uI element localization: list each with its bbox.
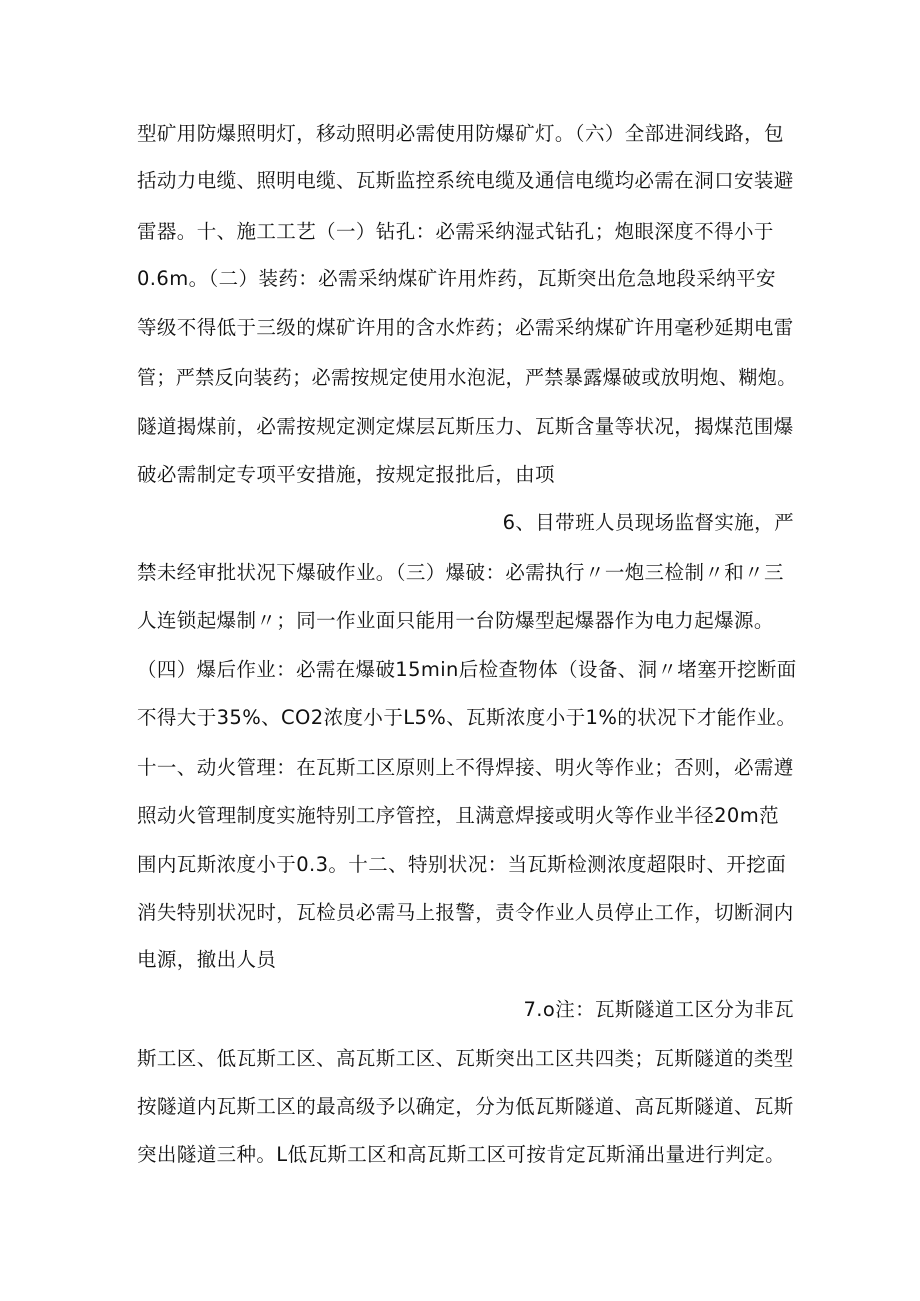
text-line: 破必需制定专项平安措施，按规定报批后，由项 <box>137 463 555 486</box>
text-line: 雷器。十、施工工艺（一）钻孔：必需采纳湿式钻孔；炮眼深度不得小于 <box>137 220 774 243</box>
text-line: 消失特别状况时，瓦检员必需马上报警，责令作业人员停止工作，切断洞内 <box>137 901 794 924</box>
text-line: 斯工区、低瓦斯工区、高瓦斯工区、瓦斯突出工区共四类；瓦斯隧道的类型 <box>137 1047 794 1070</box>
text-line: 围内瓦斯浓度小于0.3。十二、特别状况：当瓦斯检测浓度超限时、开挖面 <box>137 853 787 876</box>
text-line: 十一、动火管理：在瓦斯工区原则上不得焊接、明火等作业；否则，必需遵 <box>137 756 794 779</box>
text-line: （四）爆后作业：必需在爆破15min后检查物体（设备、洞〃堵塞开挖断面 <box>137 658 797 681</box>
text-line: 管；严禁反向装药；必需按规定使用水泡泥，严禁暴露爆破或放明炮、糊炮。 <box>137 366 797 389</box>
text-line: 人连锁起爆制〃；同一作业面只能用一台防爆型起爆器作为电力起爆源。 <box>137 609 774 632</box>
text-line: 0.6m。（二）装药：必需采纳煤矿许用炸药，瓦斯突出危急地段采纳平安 <box>137 267 776 290</box>
text-line: 照动火管理制度实施特别工序管控，且满意焊接或明火等作业半径20m范 <box>137 804 780 827</box>
text-line: 隧道揭煤前，必需按规定测定煤层瓦斯压力、瓦斯含量等状况，揭煤范围爆 <box>137 415 794 438</box>
text-line: 按隧道内瓦斯工区的最高级予以确定，分为低瓦斯隧道、高瓦斯隧道、瓦斯 <box>137 1095 794 1118</box>
text-line: 电源，撤出人员 <box>137 948 277 971</box>
text-line: 型矿用防爆照明灯，移动照明必需使用防爆矿灯。（六）全部进洞线路，包 <box>137 122 784 145</box>
text-line: 不得大于35%、CO2浓度小于L5%、瓦斯浓度小于1%的状况下才能作业。 <box>137 706 797 729</box>
text-line: 括动力电缆、照明电缆、瓦斯监控系统电缆及通信电缆均必需在洞口安装避 <box>137 169 794 192</box>
text-line: 突出隧道三种。L低瓦斯工区和高瓦斯工区可按肯定瓦斯涌出量进行判定。 <box>137 1143 786 1166</box>
text-line: 禁未经审批状况下爆破作业。（三）爆破：必需执行〃一炮三检制〃和〃三 <box>137 561 784 584</box>
text-line-right-aligned: 7.o注：瓦斯隧道工区分为非瓦 <box>523 998 794 1021</box>
text-line: 等级不得低于三级的煤矿许用的含水炸药；必需采纳煤矿许用毫秒延期电雷 <box>137 316 794 339</box>
text-line-right-aligned: 6、目带班人员现场监督实施，严 <box>502 511 794 534</box>
